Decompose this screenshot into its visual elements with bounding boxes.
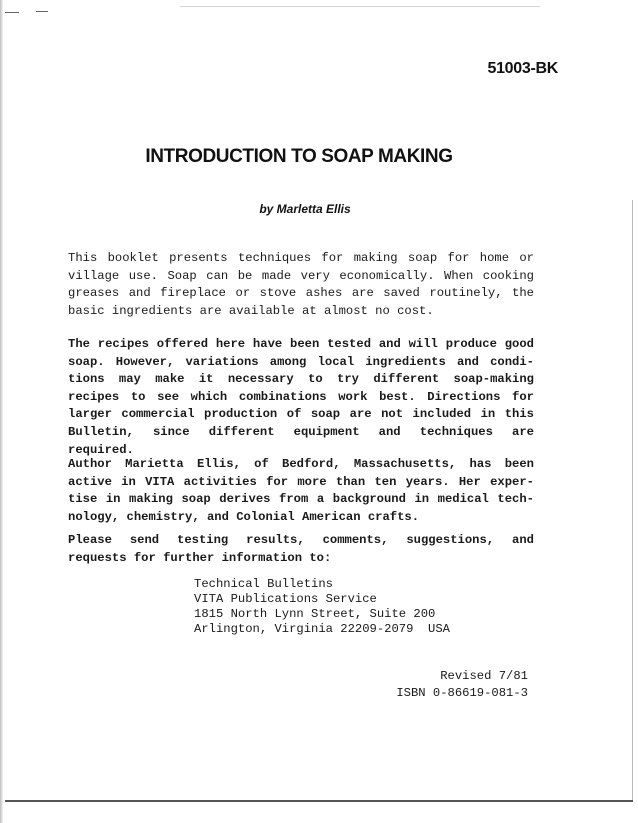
mailing-address [194, 577, 450, 637]
paragraph-recipes [68, 336, 534, 459]
scan-edge-bottom [5, 800, 633, 802]
paragraph-line: Bulletin, since different equipment and techniques are [68, 424, 534, 439]
paragraph-intro [68, 250, 534, 320]
paragraph-line: active in VITA activities for more than ten years. Her exper- [68, 474, 534, 489]
paragraph-line: requests for further information to: [68, 550, 332, 565]
scan-mark [5, 12, 19, 13]
paragraph-request [68, 532, 534, 567]
paragraph-line: required. [68, 442, 134, 457]
revision-info [396, 668, 528, 702]
address-line: Technical Bulletins [194, 577, 333, 591]
paragraph-line: tise in making soap derives from a background in medical tech- [68, 492, 534, 507]
paragraph-line: This booklet presents techniques for making soap for home or [68, 251, 534, 265]
document-title: INTRODUCTION TO SOAP MAKING [145, 146, 453, 167]
paragraph-line: nology, chemistry, and Colonial American crafts. [68, 509, 420, 524]
scan-edge-top [180, 6, 540, 7]
author-byline: by Marletta Ellis [259, 202, 351, 216]
paragraph-line: soap. However, variations among local ingredients and condi- [68, 354, 534, 369]
paragraph-line: recipes to see which combinations work best. Directions for [68, 389, 534, 404]
paragraph-line: Please send testing results, comments, suggestions, and [68, 533, 534, 547]
paragraph-line: tions may make it necessary to try different soap-making [68, 372, 534, 387]
paragraph-line: basic ingredients are available at almost no cost. [68, 303, 434, 318]
address-line: 1815 North Lynn Street, Suite 200 [194, 607, 436, 621]
isbn-number: ISBN 0-86619-081-3 [396, 686, 528, 700]
revision-date: Revised 7/81 [440, 669, 528, 683]
paragraph-line: Author Marietta Ellis, of Bedford, Massachusetts, has been [68, 457, 534, 471]
paragraph-line: village use. Soap can be made very economically. When cooking [68, 268, 534, 283]
scan-edge-right [632, 200, 633, 800]
paragraph-line: greases and fireplace or stove ashes are saved routinely, the [68, 286, 534, 301]
address-line: Arlington, Virginia 22209-2079 USA [194, 622, 450, 636]
document-code: 51003-BK [487, 60, 558, 77]
address-line: VITA Publications Service [194, 592, 377, 606]
scan-mark [36, 11, 48, 12]
paragraph-author [68, 456, 534, 526]
paragraph-line: larger commercial production of soap are not included in this [68, 407, 534, 422]
paragraph-line: The recipes offered here have been tested and will produce good [68, 337, 534, 351]
scan-edge-left [0, 0, 3, 823]
